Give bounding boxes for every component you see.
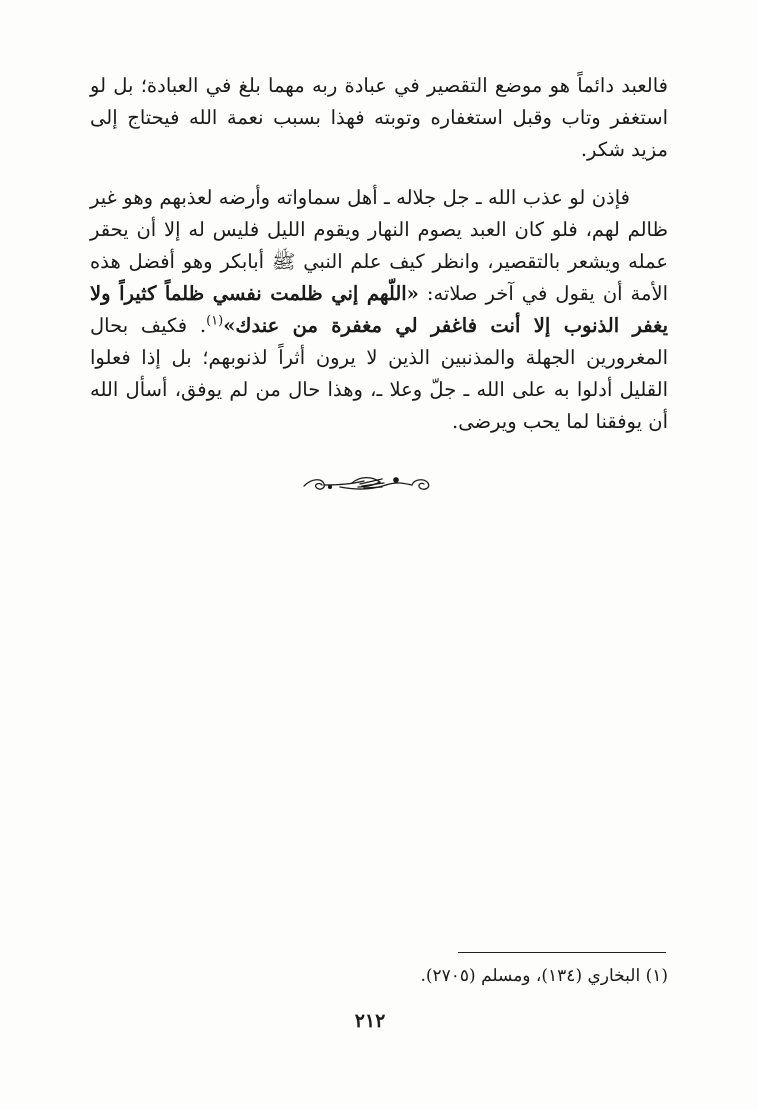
footnote [90,962,668,990]
paragraph-1 [90,70,668,166]
paragraph-2 [90,182,668,438]
paragraph-1-text: فالعبد دائماً هو موضع التقصير في عبادة ربه مهما بلغ في العبادة؛ بل لو استغفر وتاب وقبل استغفاره وتوبته فهذا بسبب نعمة الله فيحتاج إلى مزيد شكر. [90,74,668,161]
footnote-text: (١) البخاري (١٣٤)، ومسلم (٢٧٠٥). [420,966,668,986]
ornament-divider-icon [300,472,436,498]
paragraph-2-part1: فإذن لو عذب الله ـ جل جلاله ـ أهل سماواته وأرضه لعذبهم وهو غير ظالم لهم، فلو كان العبد يصوم النهار ويقوم الليل فليس له إلا أن يحقر عمله ويشعر بالتقصير، وانظر كيف علم النبي ﷺ أبابكر وهو أفضل هذه الأمة أن يقول في آخر صلاته: [90,186,668,305]
page-number: ٢١٢ [354,1010,386,1032]
paragraph-2-part2: . فكيف بحال المغرورين الجهلة والمذنبين الذين لا يرون أثراً لذنوبهم؛ بل إذا فعلوا القليل أدلوا به على الله ـ جلّ وعلا ـ، وهذا حال من لم يوفق، أسأل الله أن يوفقنا لما يحب ويرضى. [90,314,668,433]
hadith-quote: «اللّهم إني ظلمت نفسي ظلماً كثيراً ولا يغفر الذنوب إلا أنت فاغفر لي مغفرة من عندك» [90,282,668,337]
footnote-divider [458,952,666,953]
footnote-reference: (١) [206,313,224,329]
